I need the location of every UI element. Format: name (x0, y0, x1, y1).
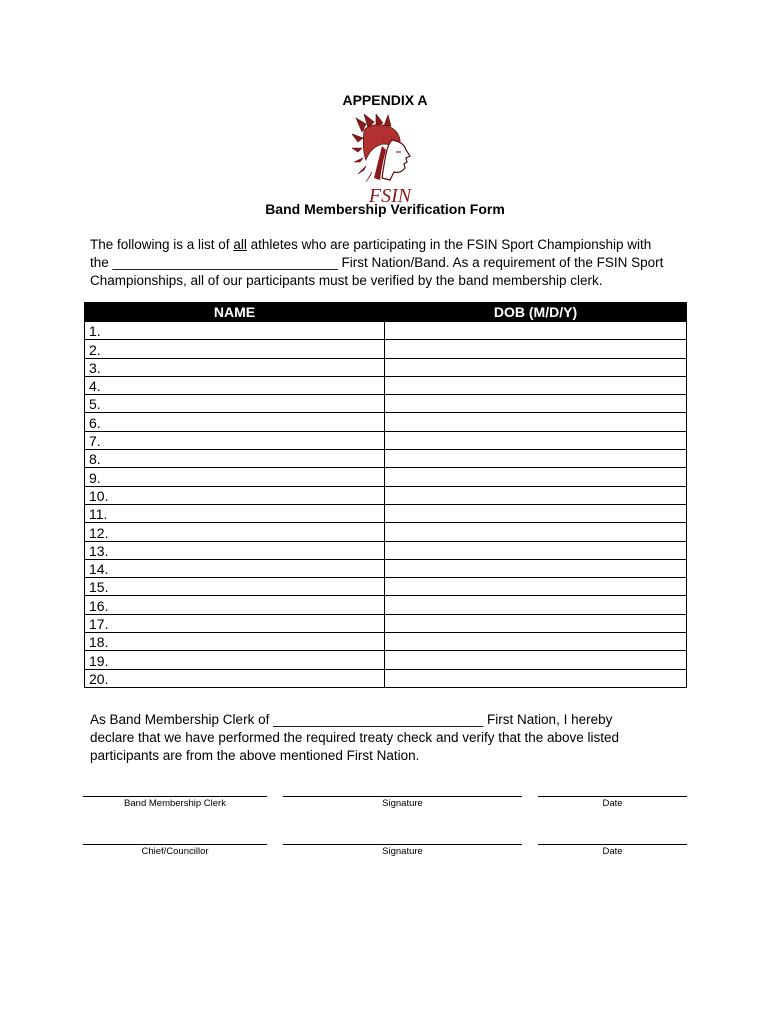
athlete-name-cell[interactable]: 10. (85, 486, 385, 504)
athlete-dob-cell[interactable] (385, 431, 687, 449)
athlete-rows (85, 322, 687, 688)
athlete-dob-cell[interactable] (385, 358, 687, 376)
athlete-dob-cell[interactable] (385, 596, 687, 614)
table-row (85, 431, 687, 449)
table-row (85, 596, 687, 614)
chief-date-line[interactable] (538, 844, 687, 845)
table-row (85, 633, 687, 651)
intro-underlined-word: all (233, 237, 247, 252)
athlete-dob-cell[interactable] (385, 669, 687, 687)
athlete-dob-cell[interactable] (385, 614, 687, 632)
athlete-name-cell[interactable]: 16. (85, 596, 385, 614)
athlete-dob-cell[interactable] (385, 578, 687, 596)
date-label: Date (602, 846, 623, 857)
table-row (85, 358, 687, 376)
table-row (85, 450, 687, 468)
date-label: Date (602, 798, 623, 809)
chief-signature-line[interactable] (83, 844, 267, 845)
athlete-dob-cell[interactable] (385, 541, 687, 559)
athlete-name-cell[interactable]: 9. (85, 468, 385, 486)
athlete-name-cell[interactable]: 12. (85, 523, 385, 541)
logo-text: FSIN (368, 185, 412, 206)
declaration-line-1: As Band Membership Clerk of ____________________________ First Nation, I hereby (90, 712, 613, 727)
table-row (85, 395, 687, 413)
table-header-row (85, 303, 687, 322)
table-row (85, 322, 687, 340)
athlete-dob-cell[interactable] (385, 413, 687, 431)
table-row (85, 486, 687, 504)
athlete-name-cell[interactable]: 17. (85, 614, 385, 632)
clerk-signature-field[interactable] (283, 796, 522, 797)
athlete-dob-cell[interactable] (385, 395, 687, 413)
athlete-table (84, 302, 687, 688)
athlete-name-cell[interactable]: 3. (85, 358, 385, 376)
table-row (85, 541, 687, 559)
table-row (85, 651, 687, 669)
athlete-dob-cell[interactable] (385, 504, 687, 522)
table-row (85, 376, 687, 394)
table-row (85, 614, 687, 632)
table-row (85, 578, 687, 596)
table-row (85, 340, 687, 358)
intro-text: athletes who are participating in the FSIN Sport Championship with (246, 237, 652, 252)
athlete-name-cell[interactable]: 13. (85, 541, 385, 559)
athlete-dob-cell[interactable] (385, 340, 687, 358)
athlete-name-cell[interactable]: 4. (85, 376, 385, 394)
clerk-signature-line[interactable] (83, 796, 267, 797)
athlete-dob-cell[interactable] (385, 322, 687, 340)
athlete-name-cell[interactable]: 8. (85, 450, 385, 468)
fsin-logo (352, 114, 428, 206)
athlete-dob-cell[interactable] (385, 486, 687, 504)
intro-line-2: the ______________________________ First Nation/Band. As a requirement of the FSIN Sport (90, 255, 664, 270)
table-row (85, 468, 687, 486)
table-row (85, 413, 687, 431)
name-column-header: NAME (85, 303, 385, 322)
athlete-name-cell[interactable]: 15. (85, 578, 385, 596)
appendix-heading: APPENDIX A (342, 92, 428, 108)
athlete-dob-cell[interactable] (385, 523, 687, 541)
athlete-name-cell[interactable]: 19. (85, 651, 385, 669)
athlete-name-cell[interactable]: 11. (85, 504, 385, 522)
athlete-name-cell[interactable]: 6. (85, 413, 385, 431)
intro-line-1 (90, 236, 690, 254)
athlete-name-cell[interactable]: 20. (85, 669, 385, 687)
athlete-name-cell[interactable]: 18. (85, 633, 385, 651)
table-row (85, 504, 687, 522)
athlete-dob-cell[interactable] (385, 376, 687, 394)
athlete-name-cell[interactable]: 7. (85, 431, 385, 449)
intro-paragraph (90, 236, 690, 290)
dob-column-header: DOB (M/D/Y) (385, 303, 687, 322)
chief-label: Chief/Councillor (141, 846, 209, 857)
athlete-name-cell[interactable]: 5. (85, 395, 385, 413)
athlete-dob-cell[interactable] (385, 633, 687, 651)
table-row (85, 669, 687, 687)
athlete-dob-cell[interactable] (385, 450, 687, 468)
table-row (85, 559, 687, 577)
athlete-dob-cell[interactable] (385, 559, 687, 577)
athlete-dob-cell[interactable] (385, 651, 687, 669)
declaration-line-3: participants are from the above mentioned First Nation. (90, 748, 420, 763)
clerk-label: Band Membership Clerk (124, 798, 226, 809)
athlete-name-cell[interactable]: 2. (85, 340, 385, 358)
athlete-name-cell[interactable]: 14. (85, 559, 385, 577)
declaration-line-2: declare that we have performed the required treaty check and verify that the above listed (90, 730, 620, 745)
signature-label: Signature (382, 846, 423, 857)
declaration-paragraph (90, 711, 690, 765)
clerk-date-line[interactable] (538, 796, 687, 797)
table-row (85, 523, 687, 541)
form-title: Band Membership Verification Form (265, 201, 505, 217)
athlete-dob-cell[interactable] (385, 468, 687, 486)
intro-line-3: Championships, all of our participants must be verified by the band membership clerk. (90, 273, 603, 288)
athlete-name-cell[interactable]: 1. (85, 322, 385, 340)
chief-signature-field[interactable] (283, 844, 522, 845)
signature-label: Signature (382, 798, 423, 809)
intro-text: The following is a list of (90, 237, 234, 252)
